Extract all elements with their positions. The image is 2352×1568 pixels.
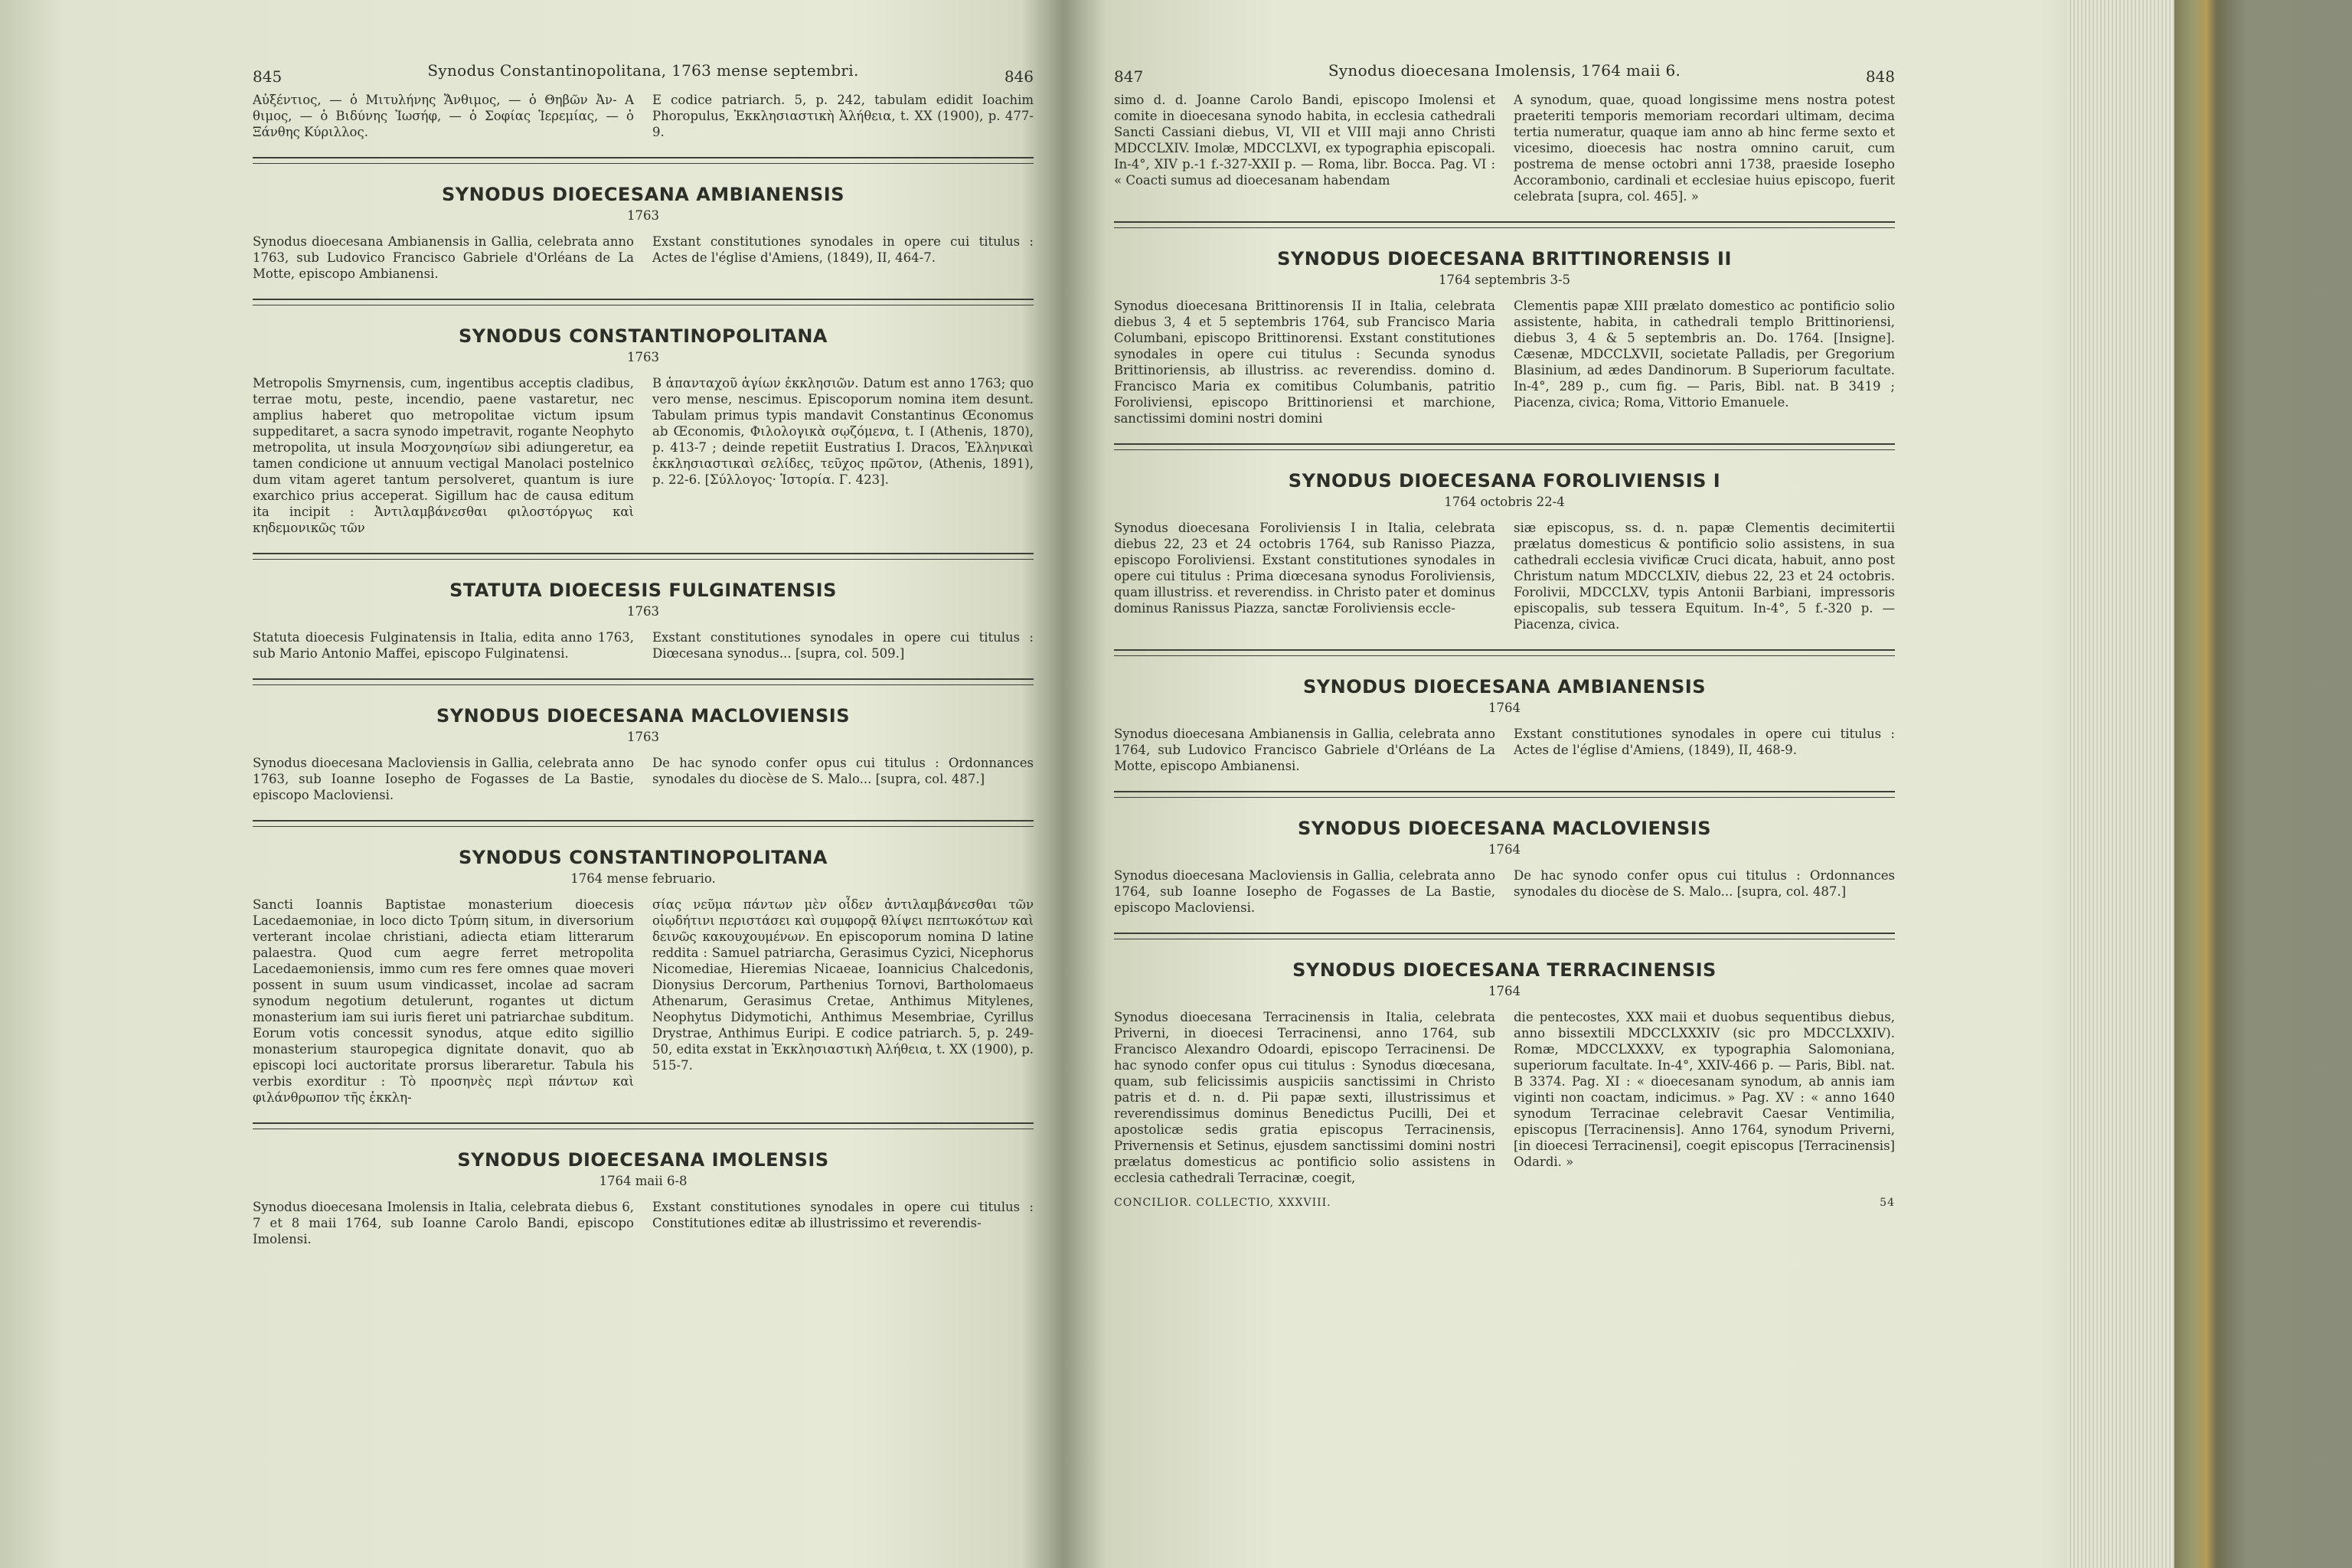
text-column: Synodus dioecesana Ambianensis in Gallia, celebrata anno 1764, sub Ludovico Francisco Gabriele d'Orléans de La Motte, episcopo Ambianensi. — [1114, 727, 1495, 773]
section-date: 1764 septembris 3-5 — [1438, 273, 1571, 287]
section-rule — [253, 553, 1034, 560]
section-title: SYNODUS DIOECESANA MACLOVIENSIS — [1298, 818, 1711, 839]
section-rule — [1114, 791, 1895, 798]
section-rule — [1114, 221, 1895, 228]
section-date: 1764 mense februario. — [570, 871, 716, 886]
text-column: Metropolis Smyrnensis, cum, ingentibus acceptis cladibus, terrae motu, peste, incendio, paene vastaretur, nec amplius haberet quo metropolitae victum ipsum suppeditaret, a sacra synodo impetravit, rogante Neophyto metropolita, ut insula Μοσχονησίων sibi adiungeretur, ea tamen condicione ut annuum vectigal Manolaci postelnico dum vitam ageret tantum persolveret, quantum is iure exarchico prius acceperat. Sigillum hac de causa editum ita incipit : Ἀντιλαμβάνεσθαι φιλοστόργως καὶ κηδεμονικῶς τῶν — [253, 376, 634, 535]
right-page — [1114, 46, 1895, 1531]
text-column: die pentecostes, XXX maii et duobus sequentibus diebus, anno bissextili MDCCLXXXIV (sic pro MDCCLXXIV). Romæ, MDCCLXXXV, ex typographia Salomoniana, superiorum facultate. In-4°, XXIV-466 p. — Paris, Bibl. nat. B 3374. Pag. XI : « dioecesanam synodum, ab annis iam viginti non coactam, indicimus. » Pag. XV : « anno 1640 synodum Terracinae celebravit Caesar Ventimilia, episcopus [Terracinensis]. Anno 1764, synodum Priverni, [in dioecesi Terracinensi], coegit episcopus [Terracinensis] Odardi. » — [1514, 1010, 1895, 1169]
intro-block — [253, 92, 1034, 140]
section-title: SYNODUS DIOECESANA MACLOVIENSIS — [436, 705, 850, 727]
section-date: 1764 — [1488, 984, 1521, 998]
text-column: B ἁπανταχοῦ ἁγίων ἐκκλησιῶν. Datum est anno 1763; quo vero mense, nescimus. Episcoporum nomina item desunt. Tabulam primus typis mandavit Constantinus Œconomus ab Œconomis, Φιλολογικὰ σῳζόμενα, t. I (Athenis, 1870), p. 413-7 ; deinde repetiit Eustratius I. Dracos, Ἑλληνικαὶ ἐκκλησιαστικαὶ σελίδες, τεῦχος πρῶτον, (Athenis, 1891), p. 22-6. [Σύλλογος· Ἱστορία. Γ. 423]. — [652, 376, 1034, 487]
section-date: 1764 maii 6-8 — [599, 1174, 688, 1188]
section — [253, 1149, 1034, 1247]
text-column: simo d. d. Joanne Carolo Bandi, episcopo Imolensi et comite in dioecesana synodo habita, in ecclesia cathedrali Sancti Cassiani diebus, VI, VII et VIII maji anno Christi MDCCLXIV. Imolæ, MDCCLXVI, ex typographia episcopali. In-4°, XIV p.-1 f.-327-XXII p. — Roma, libr. Bocca. Pag. VI : « Coacti sumus ad dioecesanam habendam — [1114, 93, 1495, 188]
page-edges — [2067, 0, 2174, 1568]
section-rule — [253, 157, 1034, 164]
section-title: SYNODUS DIOECESANA TERRACINENSIS — [1292, 959, 1717, 981]
text-column: Exstant constitutiones synodales in opere cui titulus : Actes de l'église d'Amiens, (1849), II, 464-7. — [652, 234, 1034, 265]
text-column: Synodus dioecesana Brittinorensis II in Italia, celebrata diebus 3, 4 et 5 septembris 1764, sub Francisco Maria Columbani, episcopo Brittinorensi. Exstant constitutiones synodales in opere cui titulus : Secunda synodus Brittinoriensis, ab illustriss. ac reverendiss. domino d. Francisco Maria ex comitibus Columbanis, patritio Foroliviensi, episcopo Brittinoriensi et marchione, sanctissimi domini nostri domini — [1114, 299, 1495, 426]
text-column: Synodus dioecesana Foroliviensis I in Italia, celebrata diebus 22, 23 et 24 octobris 1764, sub Ranisso Piazza, episcopo Foroliviensi. Exstant constitutiones synodales in opere cui titulus : Prima diœcesana synodus Foroliviensis, quam illustriss. et reverendiss. in Christo pater et dominus dominus Ranissus Piazza, sanctæ Foroliviensis eccle- — [1114, 521, 1495, 616]
section — [253, 325, 1034, 536]
running-title: Synodus Constantinopolitana, 1763 mense septembri. — [427, 61, 859, 80]
section-date: 1763 — [627, 604, 659, 619]
text-column: De hac synodo confer opus cui titulus : Ordonnances synodales du diocèse de S. Malo... [supra, col. 487.] — [1514, 868, 1895, 899]
text-column: Statuta dioecesis Fulginatensis in Italia, edita anno 1763, sub Mario Antonio Maffei, episcopo Fulginatensi. — [253, 630, 634, 661]
section-rule — [253, 299, 1034, 305]
section-title: SYNODUS DIOECESANA IMOLENSIS — [457, 1149, 829, 1171]
book-binding — [2174, 0, 2352, 1568]
column-number: 845 — [253, 67, 283, 86]
section — [1114, 470, 1895, 632]
text-column: Exstant constitutiones synodales in opere cui titulus : Diœcesana synodus... [supra, col. 509.] — [652, 630, 1034, 661]
section-rule — [1114, 933, 1895, 939]
text-column: Synodus dioecesana Imolensis in Italia, celebrata diebus 6, 7 et 8 maii 1764, sub Ioanne Carolo Bandi, episcopo Imolensi. — [253, 1200, 634, 1246]
text-column: De hac synodo confer opus cui titulus : Ordonnances synodales du diocèse de S. Malo... [supra, col. 487.] — [652, 756, 1034, 786]
section-title: SYNODUS CONSTANTINOPOLITANA — [458, 847, 828, 868]
running-title: Synodus dioecesana Imolensis, 1764 maii 6. — [1328, 61, 1681, 80]
column-number: 847 — [1114, 67, 1144, 86]
section — [1114, 818, 1895, 916]
section-title: SYNODUS DIOECESANA BRITTINORENSIS II — [1277, 248, 1732, 270]
section-title: SYNODUS DIOECESANA AMBIANENSIS — [441, 184, 845, 205]
running-head — [253, 46, 1034, 92]
text-column: Synodus dioecesana Macloviensis in Gallia, celebrata anno 1763, sub Ioanne Iosepho de Fogasses de La Bastie, episcopo Macloviensi. — [253, 756, 634, 802]
text-column: E codice patriarch. 5, p. 242, tabulam edidit Ioachim Phoropulus, Ἐκκλησιαστικὴ Ἀλήθεια, t. XX (1900), p. 477-9. — [652, 93, 1034, 139]
section-rule — [253, 678, 1034, 685]
section-date: 1764 octobris 22-4 — [1444, 495, 1565, 509]
section-title: SYNODUS DIOECESANA AMBIANENSIS — [1302, 676, 1707, 697]
section-rule — [1114, 443, 1895, 450]
section — [253, 847, 1034, 1106]
text-column: Synodus dioecesana Terracinensis in Italia, celebrata Priverni, in dioecesi Terracinensi, anno 1764, sub Francisco Alexandro Odoardi, episcopo Terracinensi. De hac synodo confer opus cui titulus : Synodus diœcesana, quam, sub felicissimis auspiciis sanctissimi in Christo patris et d. n. d. Pii papæ sexti, illustrissimus et reverendissimus dominus Benedictus Pucilli, Dei et apostolicæ sedis gratia episcopus Terracinensis, Privernensis et Setinus, ejusdem sanctissimi domini nostri prælatus domesticus ac pontificio solio assistens in ecclesia cathedrali Terracinæ, coegit, — [1114, 1010, 1495, 1185]
text-column: siæ episcopus, ss. d. n. papæ Clementis decimitertii prælatus domesticus & pontificio solio assistens, in sua cathedrali ecclesia vivificæ Cruci dicata, habuit, anno post Christum natum MDCCLXIV, diebus 22, 23 et 24 octobris. Forolivii, MDCCLXV, typis Antonii Barbiani, impressoris episcopalis, sub tessera Equitum. In-4°, 5 f.-320 p. — Piacenza, civica. — [1514, 521, 1895, 632]
section — [253, 184, 1034, 282]
column-number: 848 — [1865, 67, 1895, 86]
section — [1114, 959, 1895, 1186]
text-column: Synodus dioecesana Ambianensis in Gallia, celebrata anno 1763, sub Ludovico Francisco Gabriele d'Orléans de La Motte, episcopo Ambianensi. — [253, 234, 634, 281]
running-head — [1114, 46, 1895, 92]
text-column: Synodus dioecesana Macloviensis in Gallia, celebrata anno 1764, sub Ioanne Iosepho de Fogasses de La Bastie, episcopo Macloviensi. — [1114, 868, 1495, 915]
section-rule — [1114, 649, 1895, 656]
left-page — [253, 46, 1034, 1531]
section-title: SYNODUS DIOECESANA FOROLIVIENSIS I — [1288, 470, 1721, 492]
section — [253, 705, 1034, 803]
section-date: 1763 — [627, 350, 659, 364]
signature-mark: CONCILIOR. COLLECTIO, XXXVIII. — [1114, 1197, 1331, 1209]
text-column: A synodum, quae, quoad longissime mens nostra potest praeteriti temporis memoriam recordari ultimam, decima tertia numeratur, quaque iam anno ab hinc ferme sexto et vicesimo, dioecesis hac nostra omnino caruit, cum postrema de mense octobri anni 1738, praeside Iosepho Accorambonio, cardinali et ecclesiae huius episcopo, fuerit celebrata [supra, col. 465]. » — [1514, 93, 1895, 204]
section-date: 1764 — [1488, 701, 1521, 715]
column-number: 846 — [1004, 67, 1034, 86]
section-rule — [253, 1122, 1034, 1129]
section — [1114, 676, 1895, 774]
text-column: Exstant constitutiones synodales in opere cui titulus : Constitutiones editæ ab illustrissimo et reverendis- — [652, 1200, 1034, 1230]
sheet-number: 54 — [1880, 1197, 1895, 1209]
intro-block — [1114, 92, 1895, 204]
section-date: 1763 — [627, 208, 659, 223]
page-footer — [1114, 1197, 1895, 1209]
text-column: Exstant constitutiones synodales in opere cui titulus : Actes de l'église d'Amiens, (1849), II, 468-9. — [1514, 727, 1895, 757]
text-column: Αὐξέντιος, — ὁ Μιτυλήνης Ἄνθιμος, — ὁ Θηβῶν Ἀν- A θιμος, — ὁ Βιδύνης Ἰωσήφ, — ὁ Σοφίας Ἱερεμίας, — ὁ Ξάνθης Κύριλλος. — [253, 93, 634, 139]
section-title: SYNODUS CONSTANTINOPOLITANA — [458, 325, 828, 347]
text-column: σίας νεῦμα πάντων μὲν οἶδεν ἀντιλαμβάνεσθαι τῶν οἱῳδήτινι περιστάσει καὶ συμφορᾷ θλίψει πεπτωκότων καὶ δεινῶς κακουχουμένων. En episcoporum nomina D latine reddita : Samuel patriarcha, Gerasimus Cyzici, Nicephorus Nicomediae, Hieremias Nicaeae, Ioannicius Chalcedonis, Dionysius Dercorum, Parthenius Tornovi, Bartholomaeus Athenarum, Gerasimus Cretae, Anthimus Mitylenes, Neophytus Didymotichi, Anthimus Mesembriae, Cyrillus Drystrae, Anthimus Euripi. E codice patriarch. 5, p. 249-50, edita exstat in Ἐκκλησιαστικὴ Ἀλήθεια, t. XX (1900), p. 515-7. — [652, 897, 1034, 1073]
section-title: STATUTA DIOECESIS FULGINATENSIS — [449, 580, 837, 601]
text-column: Clementis papæ XIII prælato domestico ac pontificio solio assistente, habita, in cathedrali templo Brittinoriensi, diebus 3, 4 & 5 septembris an. Do. 1764. [Insigne]. Cæsenæ, MDCCLXVII, societate Palladis, per Gregorium Blasinium, ad ædes Dandinorum. B Superiorum facultate. In-4°, 289 p., cum fig. — Paris, Bibl. nat. B 3419 ; Piacenza, civica; Roma, Vittorio Emanuele. — [1514, 299, 1895, 410]
section-date: 1764 — [1488, 842, 1521, 857]
text-column: Sancti Ioannis Baptistae monasterium dioecesis Lacedaemoniae, in loco dicto Τρύπη situm, in diversorium verterant incolae christiani, adiecta etiam litterarum palaestra. Quod cum aegre ferret metropolita Lacedaemoniensis, immo cum res fere omnes quae moveri possent in suum usum vindicasset, incolae ad sacram synodum negotium detulerunt, rogantes ut dictum monasterium iam sui iuris fieret uni patriarchae subditum. Eorum votis concessit synodus, atque edito sigillio monasterium stauropegica dignitate donavit, quo ab episcopi loci auctoritate prorsus liberaretur. Tabula his verbis exorditur : Τὸ προσηνὲς περὶ πάντων καὶ φιλάνθρωπον τῆς ἐκκλη- — [253, 897, 634, 1105]
section-rule — [253, 820, 1034, 827]
section-date: 1763 — [627, 730, 659, 744]
section — [1114, 248, 1895, 426]
section — [253, 580, 1034, 662]
